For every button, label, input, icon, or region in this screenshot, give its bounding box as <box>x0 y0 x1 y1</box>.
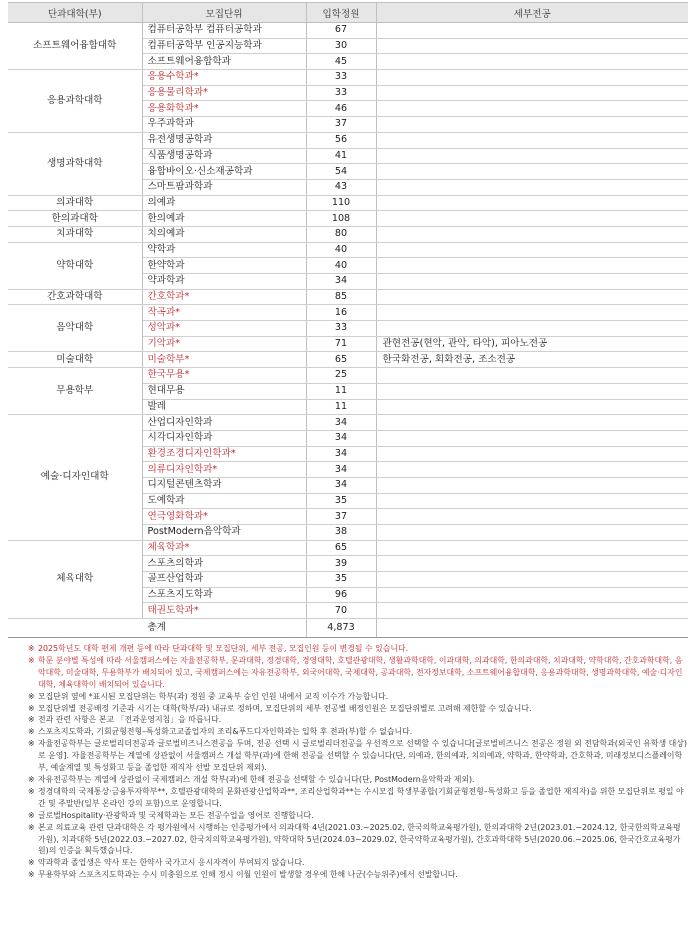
total-empty <box>376 619 688 638</box>
note-item <box>28 857 688 869</box>
unit-name: 태권도학과* <box>142 603 306 619</box>
major-detail <box>376 430 688 446</box>
header-major: 세부전공 <box>376 3 688 23</box>
college-name: 치과대학 <box>8 226 142 242</box>
note-item <box>28 691 688 703</box>
note-mark: ※ <box>28 644 35 653</box>
unit-name: 연극영화학과* <box>142 509 306 525</box>
note-mark: ※ <box>28 858 35 868</box>
quota-value: 33 <box>306 321 376 337</box>
quota-value: 56 <box>306 132 376 148</box>
note-mark: ※ <box>28 810 35 820</box>
major-detail <box>376 195 688 211</box>
quota-value: 16 <box>306 305 376 321</box>
note-item <box>28 786 688 810</box>
quota-value: 34 <box>306 274 376 290</box>
note-text: 정경대학의 국제통상·금융투자학부**, 호텔관광대학의 문화관광산업학과**, 조리산업학과**는 수시모집 학생부종합(기회균형전형–특성화고 등을 졸업한 재직자)을 위한 모집단위로 평일 야간 및 주말반(일부 온라인 강의 포함)으로 운영합니다. <box>38 786 684 808</box>
major-detail <box>376 289 688 305</box>
table-row <box>8 352 688 368</box>
quota-value: 38 <box>306 525 376 541</box>
major-detail <box>376 540 688 556</box>
major-detail <box>376 54 688 70</box>
major-detail <box>376 132 688 148</box>
note-text: 스포츠지도학과, 기회균형전형–특성화고교졸업자의 조리&푸드디자인학과는 입학 후 전과(부)할 수 없습니다. <box>38 727 413 737</box>
unit-name: 치의예과 <box>142 226 306 242</box>
note-mark: ※ <box>28 870 35 880</box>
notes-section <box>28 643 688 881</box>
unit-name: 약학과 <box>142 242 306 258</box>
note-item <box>28 643 688 655</box>
header-quota: 입학정원 <box>306 3 376 23</box>
major-detail <box>376 148 688 164</box>
college-name: 응용과학대학 <box>8 70 142 133</box>
note-item <box>28 810 688 822</box>
note-mark: ※ <box>28 715 35 725</box>
note-item <box>28 738 688 774</box>
note-item <box>28 822 688 858</box>
note-item <box>28 869 688 881</box>
major-detail <box>376 603 688 619</box>
major-detail: 관현전공(현악, 관악, 타악), 피아노전공 <box>376 336 688 352</box>
unit-name: 식품생명공학과 <box>142 148 306 164</box>
major-detail <box>376 399 688 415</box>
college-name: 체육대학 <box>8 540 142 618</box>
note-item <box>28 714 688 726</box>
note-text: 모집단위 옆에 *표시된 모집단위는 학부(과) 정원 중 교육부 승인 인원 내에서 교직 이수가 가능합니다. <box>38 691 389 701</box>
unit-name: 한의예과 <box>142 211 306 227</box>
unit-name: 도예학과 <box>142 493 306 509</box>
unit-name: 산업디자인학과 <box>142 415 306 431</box>
note-item <box>28 774 688 786</box>
unit-name: 기악과* <box>142 336 306 352</box>
major-detail <box>376 164 688 180</box>
quota-value: 54 <box>306 164 376 180</box>
note-item <box>28 655 688 691</box>
college-name: 음악대학 <box>8 305 142 352</box>
quota-value: 40 <box>306 242 376 258</box>
table-row <box>8 415 688 431</box>
major-detail <box>376 101 688 117</box>
unit-name: 우주과학과 <box>142 117 306 133</box>
quota-value: 11 <box>306 383 376 399</box>
major-detail <box>376 462 688 478</box>
table-row <box>8 540 688 556</box>
college-name: 미술대학 <box>8 352 142 368</box>
quota-value: 35 <box>306 572 376 588</box>
note-text: 학문 분야별 특성에 따라 서울캠퍼스에는 자율전공학부, 문과대학, 정경대학, 경영대학, 호텔관광대학, 생활과학대학, 이과대학, 의과대학, 한의과대학, 치과대학, 약학대학, 간호과학대학, 음악대학, 미술대학, 무용학부가 배치되어 있고, 국제캠퍼스에는 자유전공학부, 외국어대학, 국제대학, 공과대학, 전자정보대학, 소프트웨어융합대학, 응용과학대학, 생명과학대학, 예술·디자인대학, 체육대학이 배치되어 있습니다. <box>38 655 683 689</box>
note-mark: ※ <box>28 703 35 713</box>
note-mark: ※ <box>28 655 35 665</box>
quota-value: 80 <box>306 226 376 242</box>
header-unit: 모집단위 <box>142 3 306 23</box>
unit-name: 골프산업학과 <box>142 572 306 588</box>
quota-value: 40 <box>306 258 376 274</box>
major-detail <box>376 383 688 399</box>
quota-value: 25 <box>306 368 376 384</box>
quota-value: 11 <box>306 399 376 415</box>
quota-value: 34 <box>306 415 376 431</box>
admission-quota-table <box>8 2 688 638</box>
college-name: 소프트웨어융합대학 <box>8 23 142 70</box>
unit-name: 응용수학과* <box>142 70 306 86</box>
note-text: 모집단위별 전공배정 기준과 시기는 대학(학부/과) 내규로 정하며, 모집단위의 세부 전공별 배정인원은 모집단위별로 고려해 제한할 수 있습니다. <box>38 703 532 713</box>
unit-name: 한약학과 <box>142 258 306 274</box>
note-text: 약과학과 졸업생은 약사 또는 한약사 국가고시 응시자격이 부여되지 않습니다. <box>38 858 305 868</box>
quota-value: 39 <box>306 556 376 572</box>
table-header-row <box>8 3 688 23</box>
quota-value: 41 <box>306 148 376 164</box>
quota-value: 33 <box>306 85 376 101</box>
college-name: 무용학부 <box>8 368 142 415</box>
major-detail <box>376 415 688 431</box>
unit-name: 컴퓨터공학부 인공지능학과 <box>142 38 306 54</box>
note-mark: ※ <box>28 786 35 796</box>
note-text: 무용학부와 스포츠지도학과는 수시 미충원으로 인해 정시 이월 인원이 발생할 경우에 한해 나군(수능위주)에서 선발합니다. <box>38 870 458 880</box>
quota-value: 34 <box>306 477 376 493</box>
major-detail <box>376 85 688 101</box>
unit-name: 의류디자인학과* <box>142 462 306 478</box>
quota-value: 33 <box>306 70 376 86</box>
major-detail <box>376 446 688 462</box>
total-row <box>8 619 688 638</box>
college-name: 약학대학 <box>8 242 142 289</box>
quota-value: 71 <box>306 336 376 352</box>
total-quota: 4,873 <box>306 619 376 638</box>
note-item <box>28 726 688 738</box>
note-text: 2025학년도 대학 편제 개편 등에 따라 단과대학 및 모집단위, 세부 전공, 모집인원 등이 변경될 수 있습니다. <box>38 644 409 653</box>
major-detail <box>376 226 688 242</box>
unit-name: 응용물리학과* <box>142 85 306 101</box>
unit-name: 스포츠지도학과 <box>142 587 306 603</box>
unit-name: PostModern음악학과 <box>142 525 306 541</box>
major-detail <box>376 242 688 258</box>
quota-value: 35 <box>306 493 376 509</box>
table-row <box>8 195 688 211</box>
major-detail <box>376 572 688 588</box>
quota-value: 46 <box>306 101 376 117</box>
quota-value: 108 <box>306 211 376 227</box>
note-text: 글로벌Hospitality·관광학과 및 국제학과는 모든 전공수업을 영어로 진행합니다. <box>38 810 314 820</box>
major-detail <box>376 179 688 195</box>
table-row <box>8 23 688 39</box>
table-row <box>8 305 688 321</box>
major-detail <box>376 274 688 290</box>
major-detail <box>376 509 688 525</box>
unit-name: 의예과 <box>142 195 306 211</box>
quota-value: 45 <box>306 54 376 70</box>
table-row <box>8 242 688 258</box>
unit-name: 환경조경디자인학과* <box>142 446 306 462</box>
quota-value: 65 <box>306 540 376 556</box>
header-college: 단과대학(부) <box>8 3 142 23</box>
major-detail <box>376 493 688 509</box>
major-detail <box>376 258 688 274</box>
quota-value: 34 <box>306 430 376 446</box>
unit-name: 현대무용 <box>142 383 306 399</box>
major-detail <box>376 525 688 541</box>
unit-name: 시각디자인학과 <box>142 430 306 446</box>
major-detail <box>376 38 688 54</box>
unit-name: 융합바이오·신소재공학과 <box>142 164 306 180</box>
unit-name: 응용화학과* <box>142 101 306 117</box>
note-item <box>28 703 688 715</box>
major-detail <box>376 70 688 86</box>
note-text: 본교 의료교육 관련 단과대학은 각 평가원에서 시행하는 인증평가에서 의과대학 4년(2021.03.~2025.02, 한국의학교육평가원), 한의과대학 2년(2023.01.~2024.12, 한국한의학교육평가원), 치과대학 5년(2022.03.~2027.02, 한국치의학교육평가원), 약학대학 5년(2024.03~2029.02, 한국약학교육평가원), 간호과학대학 5년(2020.06.~2025.06, 한국간호교육평가원)의 인증을 획득했습니다. <box>38 822 681 856</box>
quota-value: 37 <box>306 509 376 525</box>
table-row <box>8 70 688 86</box>
unit-name: 유전생명공학과 <box>142 132 306 148</box>
quota-value: 30 <box>306 38 376 54</box>
quota-value: 34 <box>306 462 376 478</box>
note-text: 전과 관련 사항은 본교 「전과운영지침」을 따릅니다. <box>38 715 222 725</box>
table-row <box>8 289 688 305</box>
note-mark: ※ <box>28 822 35 832</box>
quota-value: 96 <box>306 587 376 603</box>
college-name: 의과대학 <box>8 195 142 211</box>
quota-value: 65 <box>306 352 376 368</box>
unit-name: 미술학부* <box>142 352 306 368</box>
note-text: 자율전공학부는 글로벌리더전공과 글로벌비즈니스전공을 두며, 전공 선택 시 글로벌리더전공을 우선적으로 선택할 수 있습니다[글로벌비즈니스 전공은 정원 외 전담학과(외국인 유학생 대상)로 운영]. 자율전공학부는 계열에 상관없이 서울캠퍼스 개설 학부(과)에 한해 전공을 선택할 수 있습니다(단, 의예과, 한의예과, 치의예과, 약학과, 한약학과, 간호학과, 미래정보디스플레이학부, 예술계열 및 특성화고 등을 졸업한 재직자 선발 모집단위 제외). <box>38 739 687 773</box>
unit-name: 디지털콘텐츠학과 <box>142 477 306 493</box>
major-detail <box>376 117 688 133</box>
table-body <box>8 23 688 638</box>
unit-name: 체육학과* <box>142 540 306 556</box>
major-detail <box>376 211 688 227</box>
note-text: 자유전공학부는 계열에 상관없이 국제캠퍼스 개설 학부(과)에 한해 전공을 선택할 수 있습니다(단, PostModern음악학과 제외). <box>38 774 475 784</box>
college-name: 한의과대학 <box>8 211 142 227</box>
unit-name: 약과학과 <box>142 274 306 290</box>
table-row <box>8 211 688 227</box>
college-name: 예술·디자인대학 <box>8 415 142 541</box>
unit-name: 스마트팜과학과 <box>142 179 306 195</box>
table-row <box>8 132 688 148</box>
quota-value: 85 <box>306 289 376 305</box>
unit-name: 간호학과* <box>142 289 306 305</box>
note-mark: ※ <box>28 739 35 749</box>
unit-name: 소프트웨어융합학과 <box>142 54 306 70</box>
quota-value: 43 <box>306 179 376 195</box>
unit-name: 컴퓨터공학부 컴퓨터공학과 <box>142 23 306 39</box>
total-label: 총계 <box>8 619 306 638</box>
quota-value: 37 <box>306 117 376 133</box>
unit-name: 작곡과* <box>142 305 306 321</box>
quota-value: 67 <box>306 23 376 39</box>
major-detail <box>376 305 688 321</box>
major-detail: 한국화전공, 회화전공, 조소전공 <box>376 352 688 368</box>
major-detail <box>376 477 688 493</box>
table-row <box>8 368 688 384</box>
quota-value: 110 <box>306 195 376 211</box>
unit-name: 스포츠의학과 <box>142 556 306 572</box>
quota-value: 70 <box>306 603 376 619</box>
note-mark: ※ <box>28 691 35 701</box>
college-name: 생명과학대학 <box>8 132 142 195</box>
note-mark: ※ <box>28 727 35 737</box>
major-detail <box>376 23 688 39</box>
table-row <box>8 226 688 242</box>
note-mark: ※ <box>28 774 35 784</box>
quota-value: 34 <box>306 446 376 462</box>
major-detail <box>376 556 688 572</box>
unit-name: 한국무용* <box>142 368 306 384</box>
major-detail <box>376 321 688 337</box>
major-detail <box>376 368 688 384</box>
college-name: 간호과학대학 <box>8 289 142 305</box>
unit-name: 성악과* <box>142 321 306 337</box>
major-detail <box>376 587 688 603</box>
unit-name: 발레 <box>142 399 306 415</box>
